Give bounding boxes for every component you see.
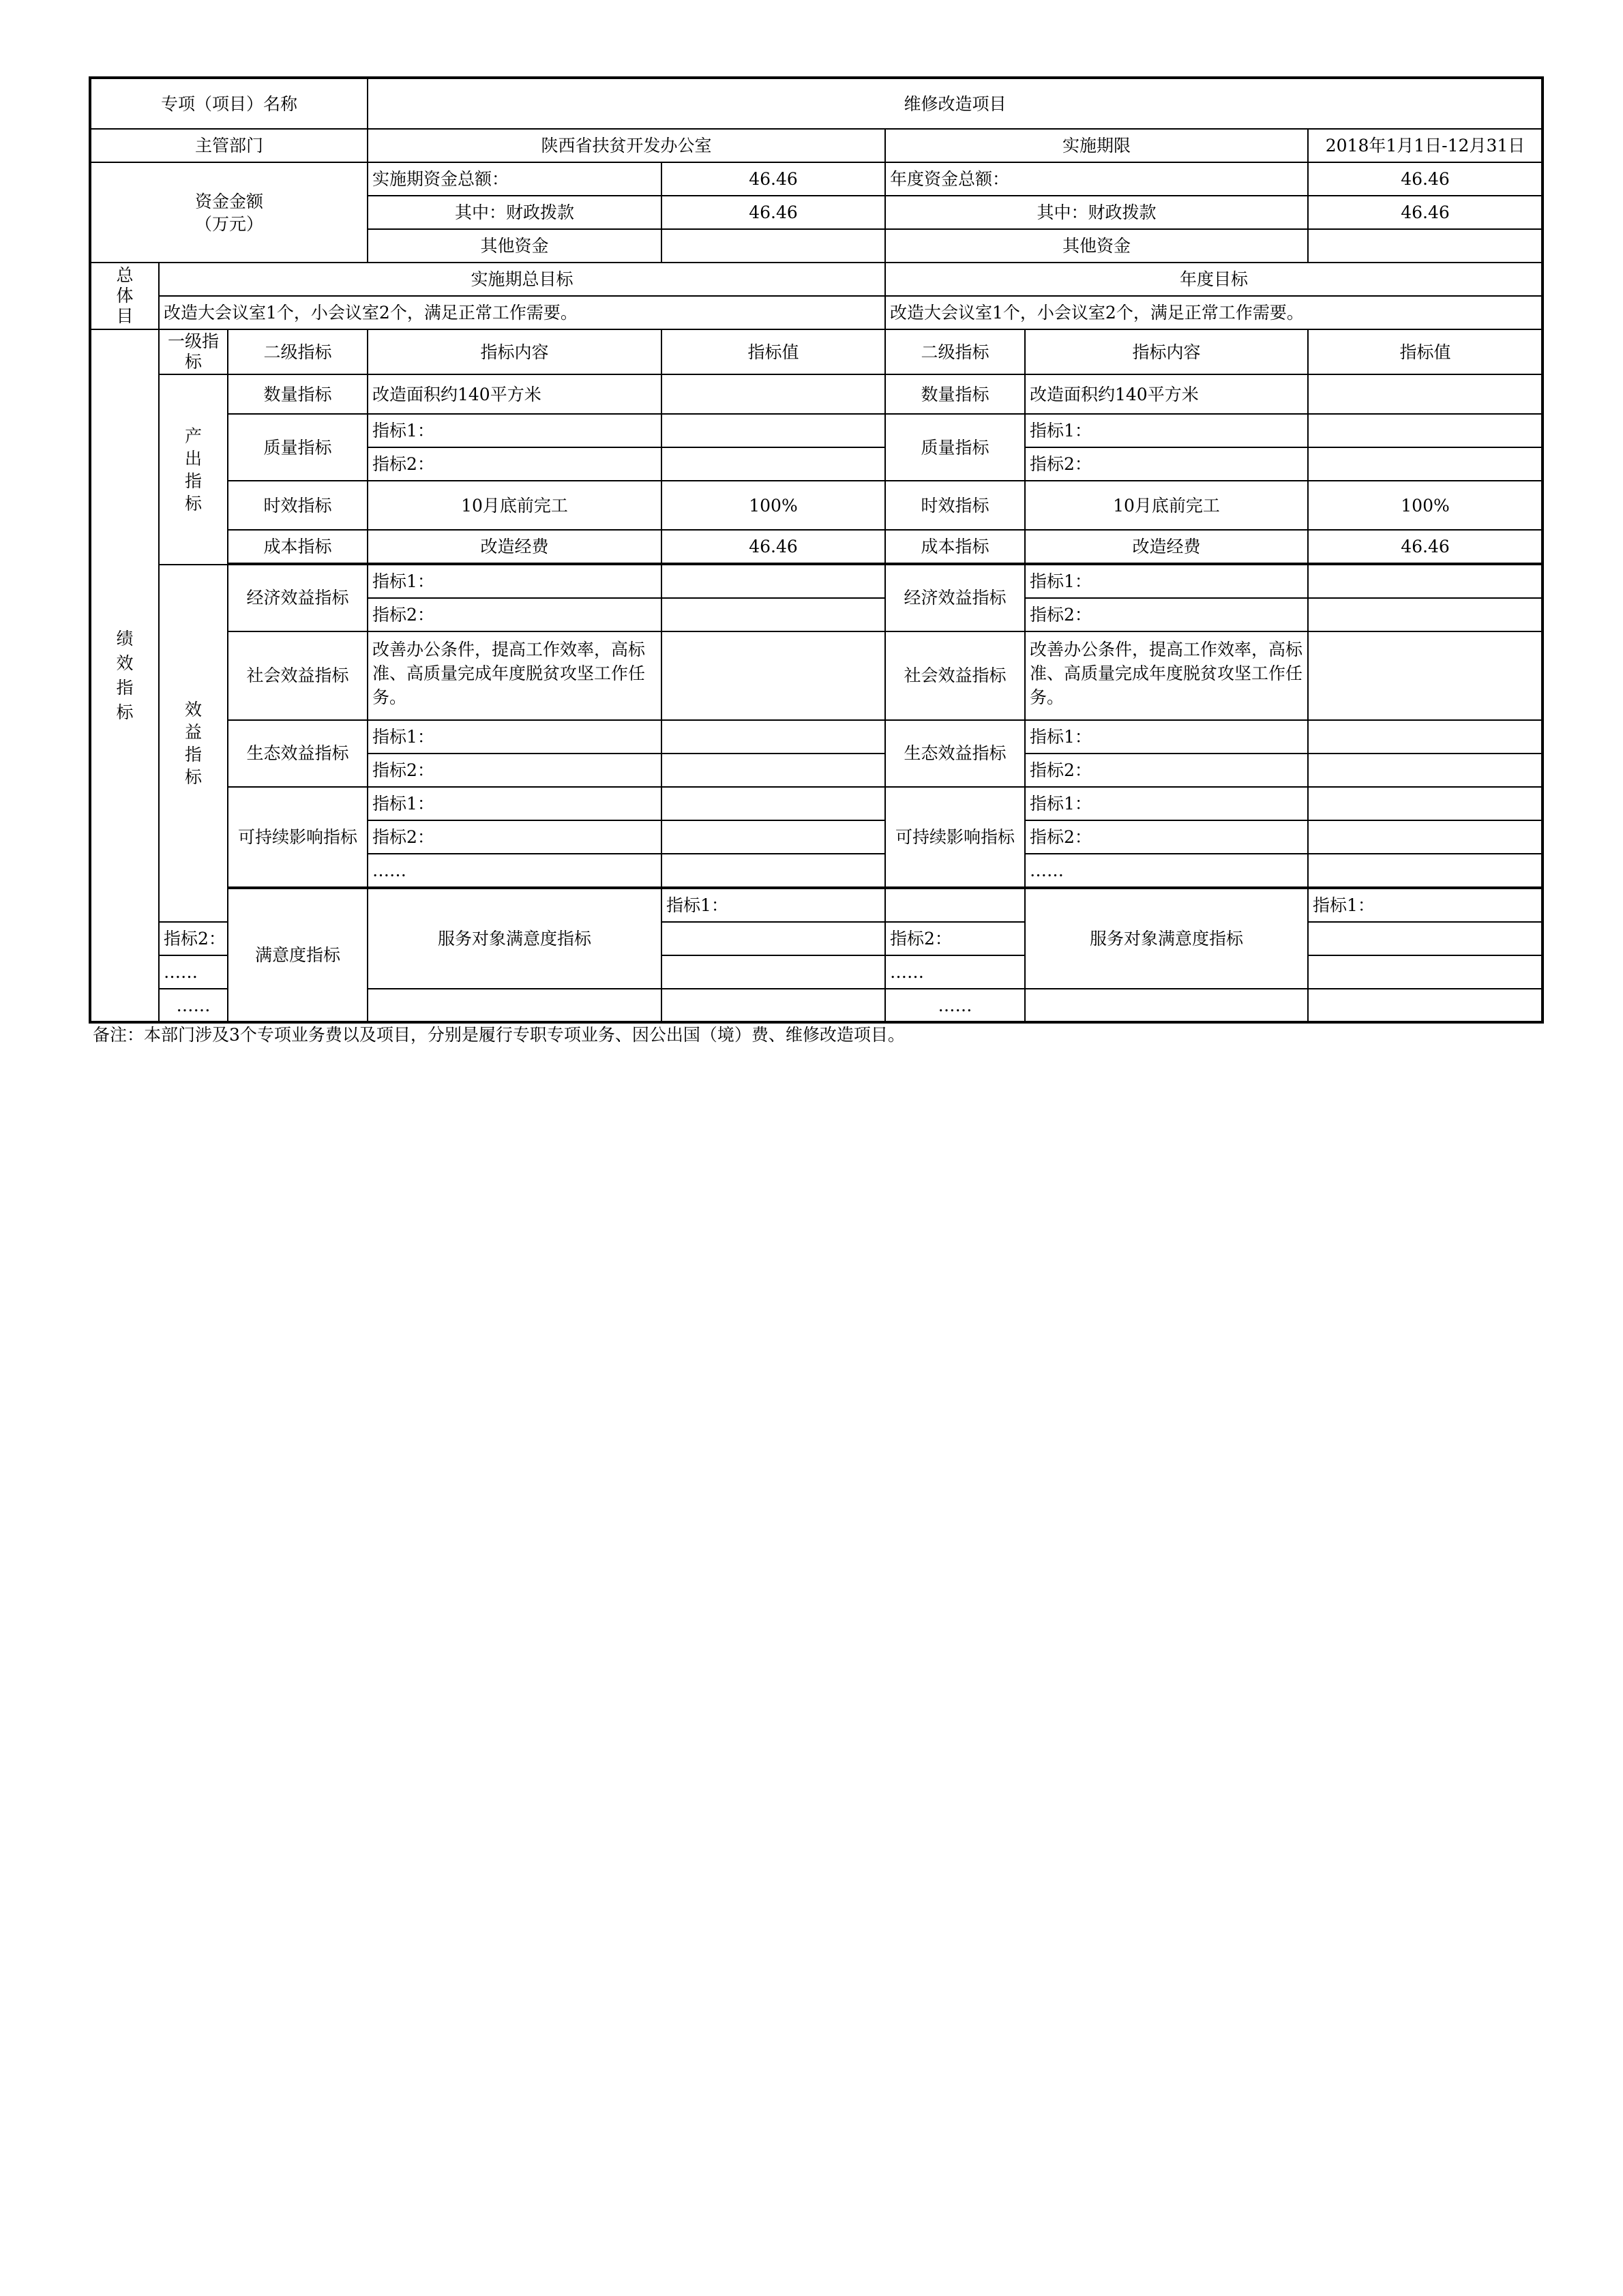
sustainable-ind1-value xyxy=(661,787,885,820)
economic-ind1: 指标1： xyxy=(368,565,661,598)
funds-other-label-annual: 其他资金 xyxy=(885,229,1308,263)
service-ellipsis-annual: …… xyxy=(885,955,1025,989)
social-value-annual xyxy=(1308,631,1543,720)
service-ind2-value xyxy=(661,922,885,955)
benefit-char-3: 指 xyxy=(184,745,202,764)
output-char-2: 出 xyxy=(184,448,202,468)
service-ind1-value xyxy=(885,889,1025,922)
ecological-ind1-value-annual xyxy=(1308,720,1543,754)
sustainable-label-annual: 可持续影响指标 xyxy=(885,787,1025,887)
col-level2-header-annual: 二级指标 xyxy=(885,329,1025,374)
quantity-value-annual xyxy=(1308,374,1543,414)
funds-fiscal-label-annual: 其中：财政拨款 xyxy=(885,196,1308,229)
quality-ind1-annual: 指标1： xyxy=(1025,414,1308,447)
quantity-label: 数量指标 xyxy=(228,374,368,414)
perf-label-char-1: 绩 xyxy=(116,628,134,648)
service-ellipsis: …… xyxy=(159,955,228,989)
col-content-header-annual: 指标内容 xyxy=(1025,329,1308,374)
quantity-value xyxy=(661,374,885,414)
dept-label: 主管部门 xyxy=(90,129,368,162)
annual-goal-header: 年度目标 xyxy=(885,263,1543,296)
period-goal-header: 实施期总目标 xyxy=(159,263,885,296)
quality-ind2-value-annual xyxy=(1308,447,1543,481)
timeliness-content: 10月底前完工 xyxy=(368,481,661,530)
economic-ind2-value xyxy=(661,598,885,631)
quality-ind1-value xyxy=(661,414,885,447)
satisfaction-ellipsis-content xyxy=(368,989,661,1022)
service-ind2-value-annual xyxy=(1308,922,1543,955)
sustainable-ind1-value-annual xyxy=(1308,787,1543,820)
col-content-header: 指标内容 xyxy=(368,329,661,374)
quality-ind2-value xyxy=(661,447,885,481)
funds-fiscal-value: 46.46 xyxy=(661,196,885,229)
benefit-char-1: 效 xyxy=(184,700,202,719)
funds-label xyxy=(90,162,368,263)
overall-goal-char-3: 目 xyxy=(116,306,134,326)
sustainable-ind2-value-annual xyxy=(1308,820,1543,854)
ecological-ind1: 指标1： xyxy=(368,720,661,754)
performance-table xyxy=(89,76,1544,1024)
cost-value-annual: 46.46 xyxy=(1308,530,1543,563)
col-value-header: 指标值 xyxy=(661,329,885,374)
cost-content: 改造经费 xyxy=(368,530,661,563)
service-ind2-annual: 指标2： xyxy=(885,922,1025,955)
quantity-label-annual: 数量指标 xyxy=(885,374,1025,414)
dept-value: 陕西省扶贫开发办公室 xyxy=(368,129,885,162)
funds-other-value-annual xyxy=(1308,229,1543,263)
col-level1-header: 一级指标 xyxy=(159,329,228,374)
funds-label-line1: 资金金额 xyxy=(194,191,263,211)
sustainable-ind2-value xyxy=(661,820,885,854)
period-goal-text: 改造大会议室1个，小会议室2个，满足正常工作需要。 xyxy=(159,296,885,329)
funds-other-value xyxy=(661,229,885,263)
funds-fiscal-value-annual: 46.46 xyxy=(1308,196,1543,229)
economic-label: 经济效益指标 xyxy=(228,565,368,631)
sustainable-ind2-annual: 指标2： xyxy=(1025,820,1308,854)
overall-goal-char-1: 总 xyxy=(116,265,134,285)
economic-ind2-value-annual xyxy=(1308,598,1543,631)
overall-goal-char-2: 体 xyxy=(116,286,134,305)
social-label: 社会效益指标 xyxy=(228,631,368,720)
economic-label-annual: 经济效益指标 xyxy=(885,565,1025,631)
annual-goal-text: 改造大会议室1个，小会议室2个，满足正常工作需要。 xyxy=(885,296,1543,329)
quality-ind2: 指标2： xyxy=(368,447,661,481)
sustainable-ind2: 指标2： xyxy=(368,820,661,854)
period-label: 实施期限 xyxy=(885,129,1308,162)
quality-ind1: 指标1： xyxy=(368,414,661,447)
satisfaction-ellipsis-annual: …… xyxy=(885,989,1025,1022)
perf-label-char-4: 标 xyxy=(116,702,134,722)
service-ind2: 指标2： xyxy=(159,922,228,955)
sustainable-ind1: 指标1： xyxy=(368,787,661,820)
service-ind1: 指标1： xyxy=(661,889,885,922)
social-content-annual: 改善办公条件，提高工作效率，高标准、高质量完成年度脱贫攻坚工作任务。 xyxy=(1025,631,1308,720)
timeliness-value-annual: 100% xyxy=(1308,481,1543,530)
ecological-ind1-value xyxy=(661,720,885,754)
overall-goal-label xyxy=(90,263,159,329)
funds-fiscal-label: 其中：财政拨款 xyxy=(368,196,661,229)
ecological-ind1-annual: 指标1： xyxy=(1025,720,1308,754)
economic-ind2: 指标2： xyxy=(368,598,661,631)
perf-label-char-3: 指 xyxy=(116,677,134,698)
economic-ind2-annual: 指标2： xyxy=(1025,598,1308,631)
timeliness-label: 时效指标 xyxy=(228,481,368,530)
quality-label: 质量指标 xyxy=(228,414,368,481)
sustainable-label: 可持续影响指标 xyxy=(228,787,368,887)
ecological-label: 生态效益指标 xyxy=(228,720,368,787)
service-ind1-annual: 指标1： xyxy=(1308,889,1543,922)
social-label-annual: 社会效益指标 xyxy=(885,631,1025,720)
satisfaction-ellipsis-content-annual xyxy=(1025,989,1308,1022)
timeliness-content-annual: 10月底前完工 xyxy=(1025,481,1308,530)
satisfaction-ellipsis-value-annual xyxy=(1308,989,1543,1022)
ecological-label-annual: 生态效益指标 xyxy=(885,720,1025,787)
cost-label-annual: 成本指标 xyxy=(885,530,1025,563)
col-level2-header: 二级指标 xyxy=(228,329,368,374)
satisfaction-ellipsis-value xyxy=(661,989,885,1022)
ecological-ind2-annual: 指标2： xyxy=(1025,754,1308,787)
output-label xyxy=(159,374,228,565)
output-char-4: 标 xyxy=(184,493,202,513)
cost-value: 46.46 xyxy=(661,530,885,563)
benefit-label xyxy=(159,565,228,922)
benefit-char-4: 标 xyxy=(184,767,202,787)
col-value-header-annual: 指标值 xyxy=(1308,329,1543,374)
perf-label-char-2: 效 xyxy=(116,653,134,673)
output-char-1: 产 xyxy=(184,426,202,446)
quality-label-annual: 质量指标 xyxy=(885,414,1025,481)
sustainable-ind1-annual: 指标1： xyxy=(1025,787,1308,820)
service-ellipsis-value-annual xyxy=(1308,955,1543,989)
economic-ind1-value-annual xyxy=(1308,565,1543,598)
funds-other-label: 其他资金 xyxy=(368,229,661,263)
quantity-content: 改造面积约140平方米 xyxy=(368,374,661,414)
economic-ind1-value xyxy=(661,565,885,598)
quantity-content-annual: 改造面积约140平方米 xyxy=(1025,374,1308,414)
funds-annual-value: 46.46 xyxy=(1308,162,1543,196)
perf-section-label xyxy=(90,329,159,1022)
timeliness-value: 100% xyxy=(661,481,885,530)
economic-ind1-annual: 指标1： xyxy=(1025,565,1308,598)
quality-ind2-annual: 指标2： xyxy=(1025,447,1308,481)
social-content: 改善办公条件，提高工作效率，高标准、高质量完成年度脱贫攻坚工作任务。 xyxy=(368,631,661,720)
service-label: 服务对象满意度指标 xyxy=(368,889,661,989)
performance-goal-form xyxy=(89,76,1544,1024)
sustainable-ellipsis-value-annual xyxy=(1308,854,1543,887)
funds-annual-label: 年度资金总额： xyxy=(885,162,1308,196)
ecological-ind2-value-annual xyxy=(1308,754,1543,787)
funds-total-label: 实施期资金总额： xyxy=(368,162,661,196)
funds-total-value: 46.46 xyxy=(661,162,885,196)
sustainable-ellipsis-value xyxy=(661,854,885,887)
quality-ind1-value-annual xyxy=(1308,414,1543,447)
service-label-annual: 服务对象满意度指标 xyxy=(1025,889,1308,989)
ecological-ind2: 指标2： xyxy=(368,754,661,787)
sustainable-ellipsis: …… xyxy=(368,854,661,887)
timeliness-label-annual: 时效指标 xyxy=(885,481,1025,530)
ecological-ind2-value xyxy=(661,754,885,787)
cost-content-annual: 改造经费 xyxy=(1025,530,1308,563)
cost-label: 成本指标 xyxy=(228,530,368,563)
footnote: 备注：本部门涉及3个专项业务费以及项目，分别是履行专职专项业务、因公出国（境）费、维修改造项目。 xyxy=(93,1025,905,1045)
output-char-3: 指 xyxy=(184,471,202,491)
satisfaction-label: 满意度指标 xyxy=(228,889,368,1022)
period-value: 2018年1月1日-12月31日 xyxy=(1308,129,1543,162)
sustainable-ellipsis-annual: …… xyxy=(1025,854,1308,887)
satisfaction-ellipsis: …… xyxy=(159,989,228,1022)
service-ellipsis-value xyxy=(661,955,885,989)
social-value xyxy=(661,631,885,720)
funds-label-line2: （万元） xyxy=(194,213,263,234)
project-name-label: 专项（项目）名称 xyxy=(90,78,368,129)
benefit-char-2: 益 xyxy=(184,722,202,742)
project-name-value: 维修改造项目 xyxy=(368,78,1543,129)
